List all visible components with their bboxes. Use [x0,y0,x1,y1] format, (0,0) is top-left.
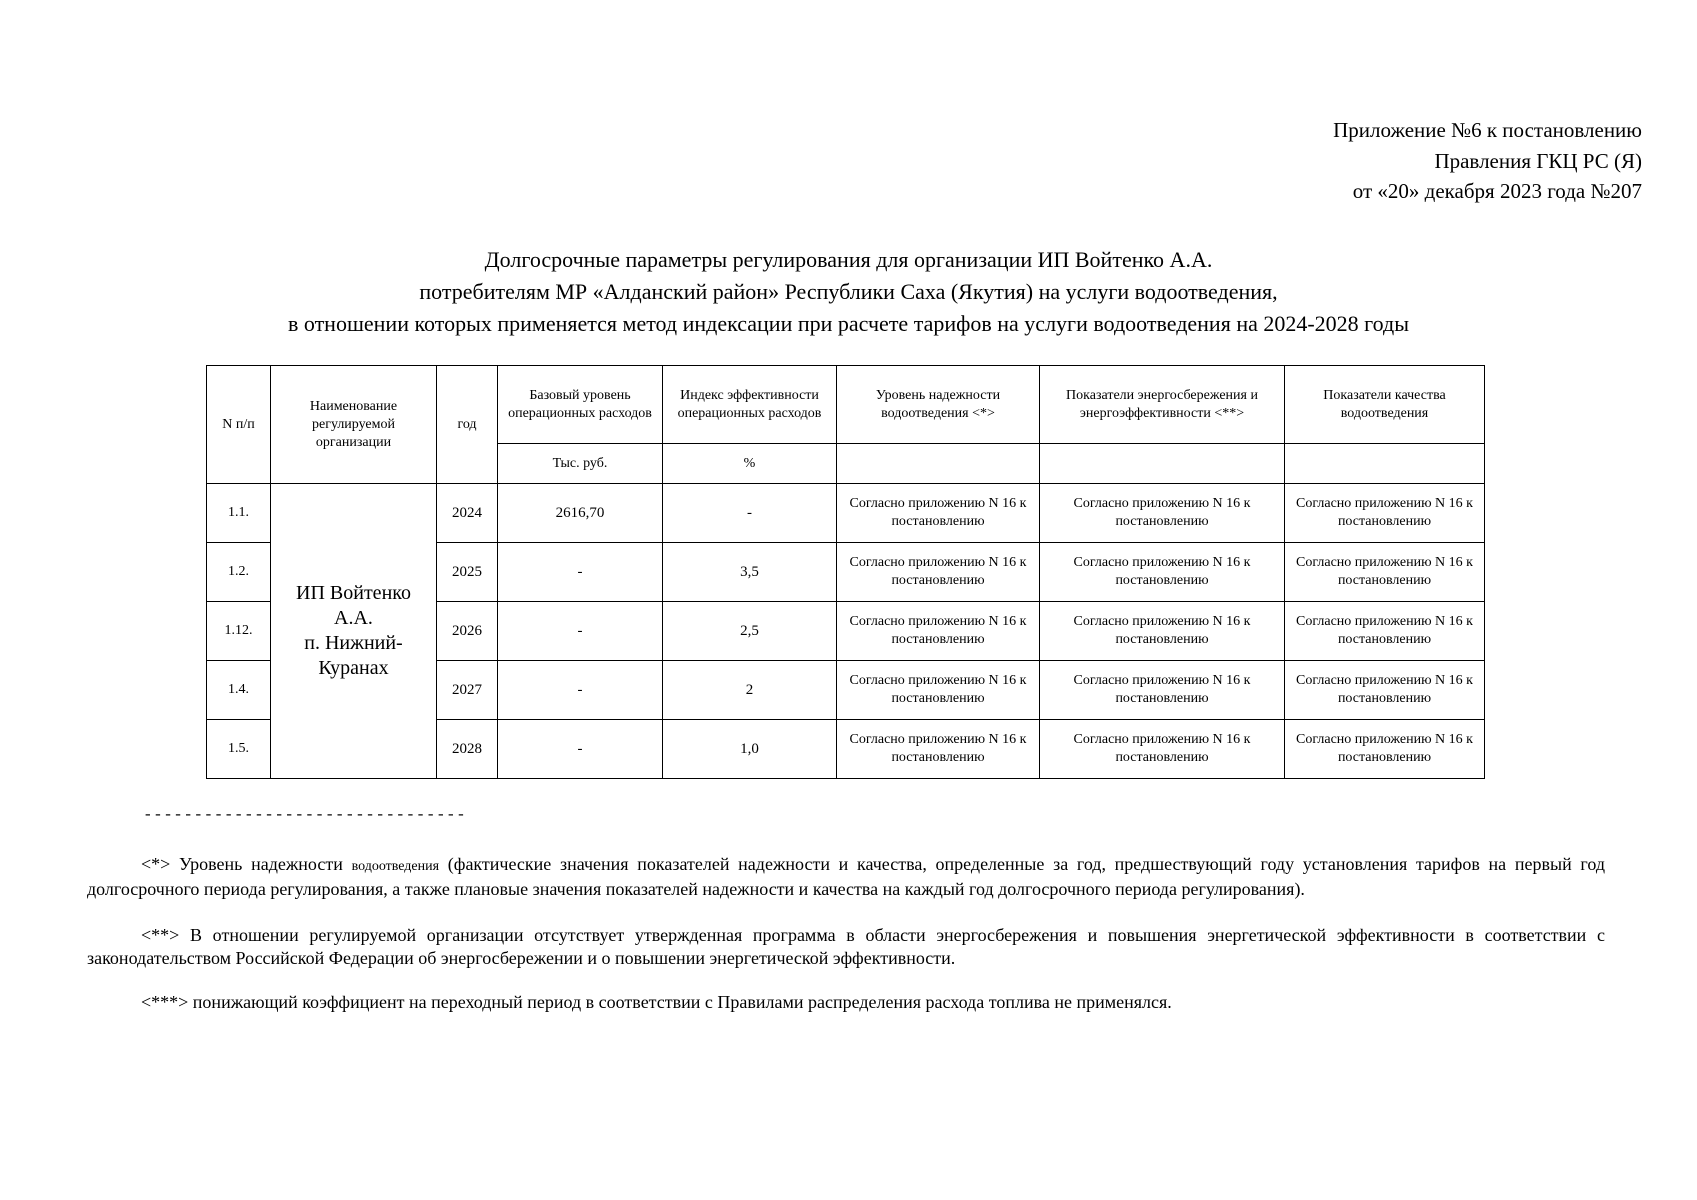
row-reliability: Согласно приложению N 16 к постановлению [837,720,1040,779]
document-title [0,244,1697,340]
row-year: 2027 [437,661,498,720]
row-efficiency-index: 1,0 [663,720,837,779]
annex-line-2: Правления ГКЦ РС (Я) [1434,148,1642,173]
row-base-cost: 2616,70 [498,484,663,543]
row-year: 2024 [437,484,498,543]
header-base-cost: Базовый уровень операционных расходов [498,366,663,444]
header-org: Наименование регулируемой организации [271,366,437,484]
row-year: 2025 [437,543,498,602]
header-efficiency-index: Индекс эффективности операционных расходов [663,366,837,444]
annex-line-1: Приложение №6 к постановлению [1333,118,1642,142]
row-num: 1.12. [207,602,271,661]
row-efficiency-index: 3,5 [663,543,837,602]
row-quality: Согласно приложению N 16 к постановлению [1285,661,1485,720]
footnote-1-small-word: водоотведения [351,859,440,874]
row-year: 2026 [437,602,498,661]
org-name-line: п. Нижний- [304,632,403,654]
title-line-2: потребителям МР «Алданский район» Республики Саха (Якутия) на услуги водоотведения, [419,279,1278,304]
row-num: 1.1. [207,484,271,543]
row-base-cost: - [498,543,663,602]
footnote-1-lead: <*> Уровень надежности [141,854,352,874]
header-num: N п/п [207,366,271,484]
unit-quality-empty [1285,444,1485,484]
row-year: 2028 [437,720,498,779]
org-name-line: Куранах [318,657,389,679]
annex-line-3: от «20» декабря 2023 года №207 [1352,179,1642,203]
unit-energy-empty [1040,444,1285,484]
row-reliability: Согласно приложению N 16 к постановлению [837,484,1040,543]
row-base-cost: - [498,602,663,661]
row-efficiency-index: 2,5 [663,602,837,661]
row-quality: Согласно приложению N 16 к постановлению [1285,602,1485,661]
header-energy: Показатели энергосбережения и энергоэффективности <**> [1040,366,1285,444]
row-reliability: Согласно приложению N 16 к постановлению [837,543,1040,602]
row-energy: Согласно приложению N 16 к постановлению [1040,484,1285,543]
footnote-2: <**> В отношении регулируемой организации отсутствует утвержденная программа в области энергосбережения и повышения энергетической эффективности в соответствии с законодательством Российской Федерации об энергосбережении и о повышении энергетической эффективности. [87,925,1605,968]
row-energy: Согласно приложению N 16 к постановлению [1040,602,1285,661]
header-quality: Показатели качества водоотведения [1285,366,1485,444]
row-reliability: Согласно приложению N 16 к постановлению [837,602,1040,661]
unit-reliability-empty [837,444,1040,484]
parameters-table [206,365,1485,779]
row-base-cost: - [498,720,663,779]
footnote-separator: -------------------------------- [143,806,467,824]
row-num: 1.5. [207,720,271,779]
table-row [207,484,1485,543]
title-line-1: Долгосрочные параметры регулирования для организации ИП Войтенко А.А. [484,247,1213,272]
row-num: 1.4. [207,661,271,720]
unit-efficiency-index: % [663,444,837,484]
row-reliability: Согласно приложению N 16 к постановлению [837,661,1040,720]
unit-base-cost: Тыс. руб. [498,444,663,484]
header-row [207,366,1485,444]
footnote-3: <***> понижающий коэффициент на переходный период в соответствии с Правилами распределения расхода топлива не применялся. [141,992,1172,1012]
row-efficiency-index: 2 [663,661,837,720]
row-energy: Согласно приложению N 16 к постановлению [1040,661,1285,720]
row-quality: Согласно приложению N 16 к постановлению [1285,543,1485,602]
org-name-cell [271,484,437,779]
annex-header [1333,115,1642,207]
row-quality: Согласно приложению N 16 к постановлению [1285,484,1485,543]
org-name-line: ИП Войтенко [296,582,411,604]
row-base-cost: - [498,661,663,720]
row-efficiency-index: - [663,484,837,543]
row-energy: Согласно приложению N 16 к постановлению [1040,720,1285,779]
header-year: год [437,366,498,484]
header-reliability: Уровень надежности водоотведения <*> [837,366,1040,444]
org-name-line: А.А. [334,607,373,629]
row-quality: Согласно приложению N 16 к постановлению [1285,720,1485,779]
footnote-1 [87,853,1605,901]
row-energy: Согласно приложению N 16 к постановлению [1040,543,1285,602]
row-num: 1.2. [207,543,271,602]
footnote-1-text: (фактические значения показателей надежности и качества, определенные за год, предшествующий году установления тарифов на первый год долгосрочного периода регулирования, а также плановые значения показателей надежности и качества на каждый год долгосрочного периода регулирования). [87,854,1605,899]
title-line-3: в отношении которых применяется метод индексации при расчете тарифов на услуги водоотведения на 2024-2028 годы [287,311,1410,336]
